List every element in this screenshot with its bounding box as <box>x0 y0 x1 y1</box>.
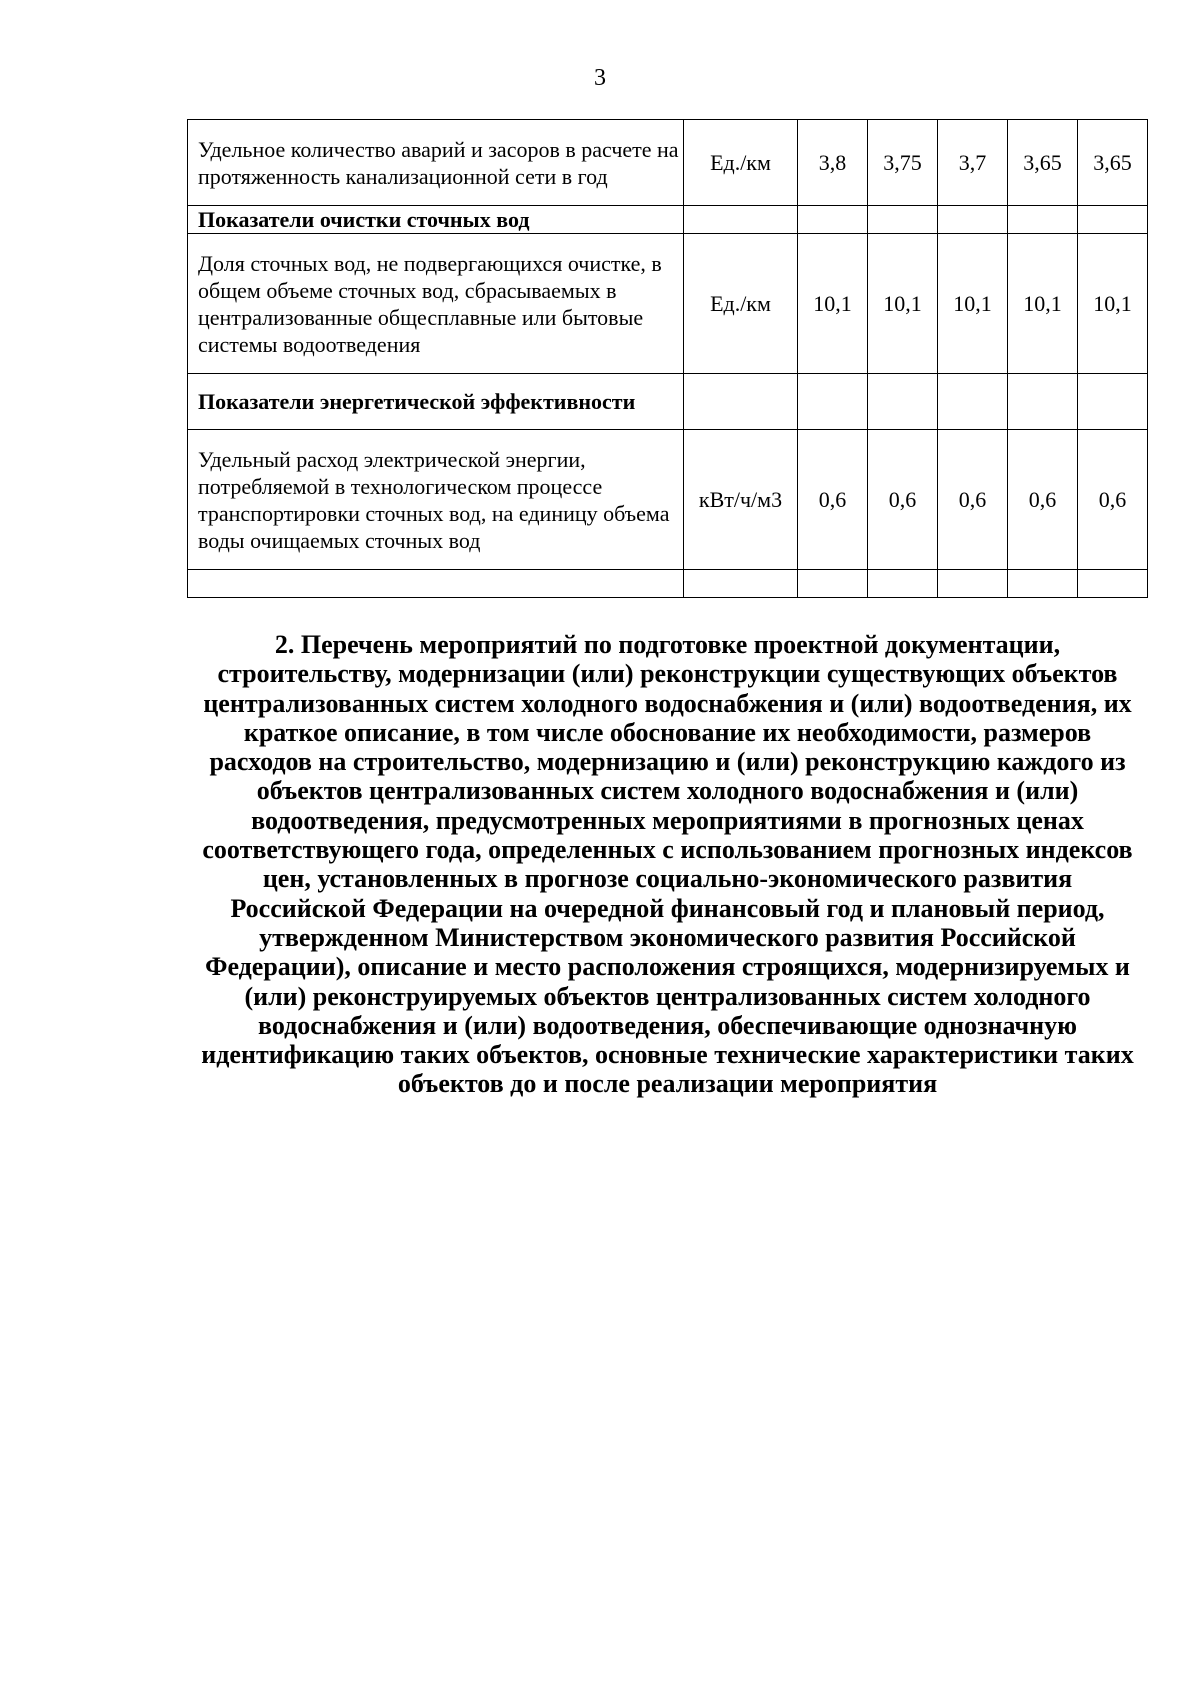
value-cell: 3,75 <box>868 120 938 206</box>
empty-cell <box>938 374 1008 430</box>
indicator-label: Удельное количество аварий и засоров в расчете на протяженность канализационной сети в год <box>188 120 684 206</box>
empty-cell <box>1078 374 1148 430</box>
empty-cell <box>684 206 798 234</box>
section-label: Показатели энергетической эффективности <box>188 374 684 430</box>
value-cell: 0,6 <box>1008 430 1078 570</box>
indicator-label: Доля сточных вод, не подвергающихся очистке, в общем объеме сточных вод, сбрасываемых в централизованные общесплавные или бытовые системы водоотведения <box>188 234 684 374</box>
table-section-row <box>188 206 1148 234</box>
table-section-row <box>188 374 1148 430</box>
empty-cell <box>798 374 868 430</box>
value-cell: 0,6 <box>1078 430 1148 570</box>
empty-cell <box>938 206 1008 234</box>
section-label: Показатели очистки сточных вод <box>188 206 684 234</box>
empty-cell <box>684 374 798 430</box>
value-cell: 3,7 <box>938 120 1008 206</box>
value-cell: 0,6 <box>868 430 938 570</box>
indicator-label: Удельный расход электрической энергии, потребляемой в технологическом процессе транспортировки сточных вод, на единицу объема воды очищаемых сточных вод <box>188 430 684 570</box>
table-row <box>188 430 1148 570</box>
empty-cell <box>868 570 938 598</box>
indicators-table <box>187 119 1148 598</box>
empty-cell <box>938 570 1008 598</box>
value-cell: 10,1 <box>1078 234 1148 374</box>
section-heading: 2. Перечень мероприятий по подготовке проектной документации, строительству, модернизации (или) реконструкции существующих объектов централизованных систем холодного водоснабжения и (или) водоотведения, их краткое описание, в том числе обоснование их необходимости, размеров расходов на строительство, модернизацию и (или) реконструкцию каждого из объектов централизованных систем холодного водоснабжения и (или) водоотведения, предусмотренных мероприятиями в прогнозных ценах соответствующего года, определенных с использованием прогнозных индексов цен, установленных в прогнозе социально-экономического развития Российской Федерации на очередной финансовый год и плановый период, утвержденном Министерством экономического развития Российской Федерации), описание и место расположения строящихся, модернизируемых и (или) реконструируемых объектов централизованных систем холодного водоснабжения и (или) водоотведения, обеспечивающие однозначную идентификацию таких объектов, основные технические характеристики таких объектов до и после реализации мероприятия <box>201 630 1134 1099</box>
value-cell: 10,1 <box>938 234 1008 374</box>
empty-cell <box>1078 570 1148 598</box>
unit-cell: кВт/ч/м3 <box>684 430 798 570</box>
empty-cell <box>868 374 938 430</box>
value-cell: 3,65 <box>1008 120 1078 206</box>
value-cell: 0,6 <box>798 430 868 570</box>
empty-cell <box>188 570 684 598</box>
table-row <box>188 234 1148 374</box>
empty-cell <box>1008 570 1078 598</box>
unit-cell: Ед./км <box>684 234 798 374</box>
empty-cell <box>798 570 868 598</box>
empty-cell <box>1008 374 1078 430</box>
value-cell: 3,65 <box>1078 120 1148 206</box>
table-row <box>188 120 1148 206</box>
value-cell: 0,6 <box>938 430 1008 570</box>
unit-cell: Ед./км <box>684 120 798 206</box>
value-cell: 3,8 <box>798 120 868 206</box>
table-empty-row <box>188 570 1148 598</box>
page-number: 3 <box>594 65 606 91</box>
empty-cell <box>1008 206 1078 234</box>
empty-cell <box>868 206 938 234</box>
empty-cell <box>1078 206 1148 234</box>
empty-cell <box>798 206 868 234</box>
value-cell: 10,1 <box>868 234 938 374</box>
value-cell: 10,1 <box>1008 234 1078 374</box>
value-cell: 10,1 <box>798 234 868 374</box>
empty-cell <box>684 570 798 598</box>
